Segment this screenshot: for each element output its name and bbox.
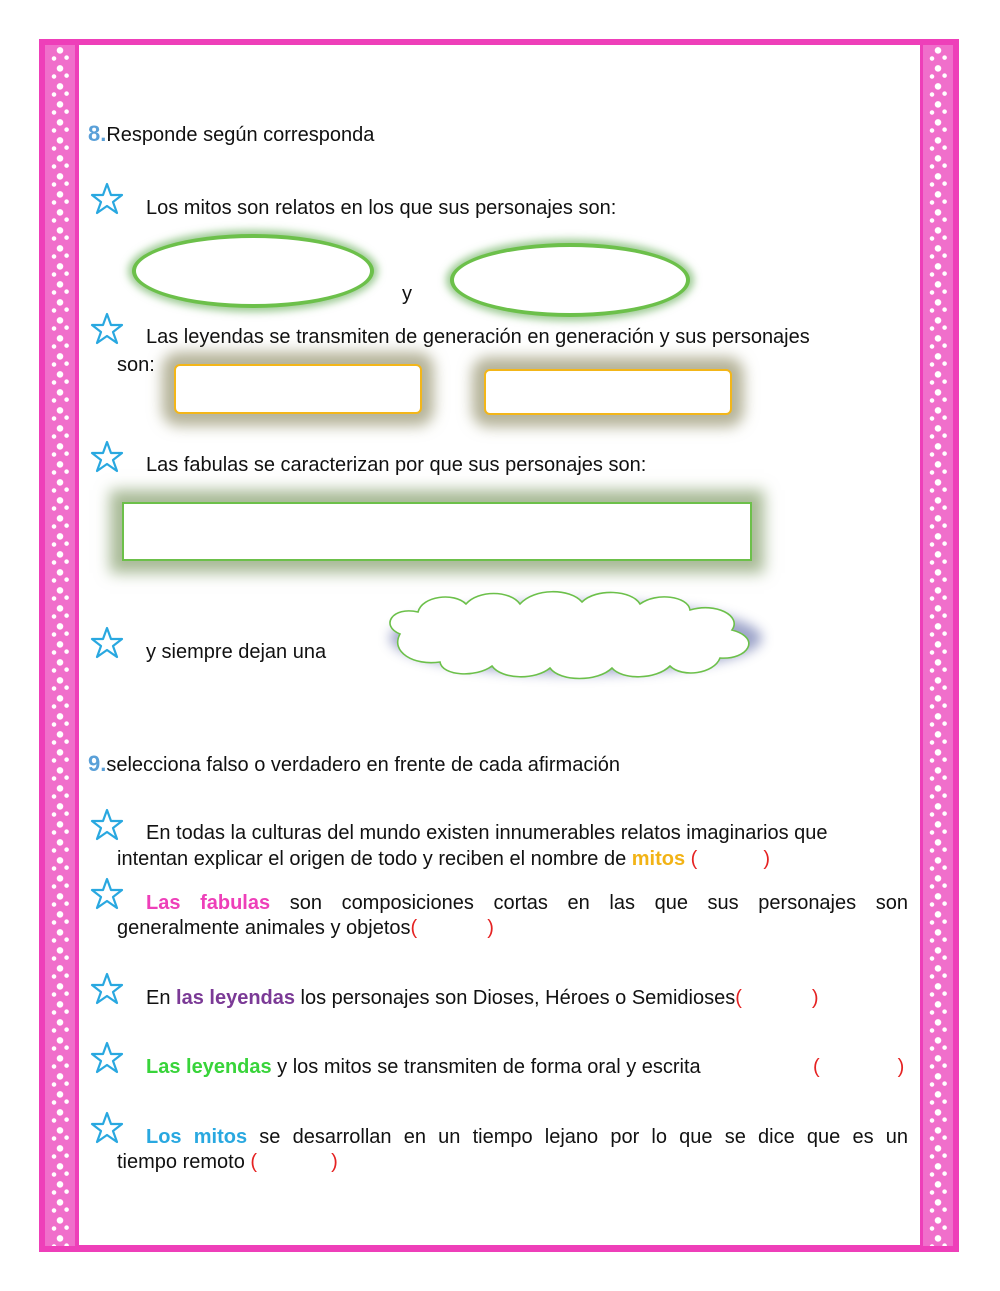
statement-5-line2: tiempo remoto ( ) — [117, 1151, 338, 1173]
statement-5-line1: Los mitos se desarrollan en un tiempo lejano por lo que se dice que es un — [146, 1126, 909, 1148]
highlight-las-leyendas: las leyendas — [176, 987, 295, 1009]
fabulas-answer-box[interactable] — [122, 502, 752, 561]
answer-paren-open[interactable]: ( — [813, 1056, 820, 1078]
statement-3: En las leyendas los personajes son Dioses, Héroes o Semidioses( ) — [146, 987, 819, 1009]
answer-paren-open[interactable]: ( — [410, 917, 418, 939]
statement-2-line1: Las fabulas son composiciones cortas en las que sus personajes son — [146, 892, 908, 914]
answer-paren-close[interactable]: ) — [897, 1056, 905, 1078]
answer-paren-open[interactable]: ( — [690, 848, 698, 870]
highlight-las-leyendas-green: Las leyendas — [146, 1056, 272, 1078]
answer-paren-close[interactable]: ) — [331, 1151, 338, 1173]
star-icon — [90, 626, 124, 660]
statement-1-line2: intentan explicar el origen de todo y reciben el nombre de mitos ( ) — [117, 848, 771, 870]
fabulas-prompt: Las fabulas se caracterizan por que sus personajes son: — [146, 454, 647, 476]
leyendas-prompt-line1: Las leyendas se transmiten de generación en generación y sus personajes — [146, 326, 810, 348]
answer-paren-close[interactable]: ) — [487, 917, 494, 939]
answer-paren-close[interactable]: ) — [811, 987, 819, 1009]
leyendas-prompt-line2: son: — [117, 354, 155, 376]
star-icon — [90, 1041, 124, 1075]
left-floral-border — [45, 45, 75, 1246]
star-icon — [90, 182, 124, 216]
highlight-las-fabulas: Las fabulas — [146, 892, 271, 914]
star-icon — [90, 1111, 124, 1145]
cloud-answer-shape[interactable] — [370, 580, 782, 696]
answer-paren-open[interactable]: ( — [250, 1151, 258, 1173]
star-icon — [90, 808, 124, 842]
star-icon — [90, 440, 124, 474]
statement-4: Las leyendas y los mitos se transmiten de forma oral y escrita — [146, 1056, 701, 1078]
connector-y: y — [402, 283, 412, 305]
leyendas-answer-box-1[interactable] — [174, 364, 422, 414]
section-8-number: 8. — [88, 121, 107, 146]
star-icon — [90, 972, 124, 1006]
section-9-number: 9. — [88, 751, 107, 776]
right-floral-border — [923, 45, 953, 1246]
section-9-heading — [88, 751, 620, 778]
moraleja-prompt: y siempre dejan una — [146, 641, 327, 663]
mitos-prompt: Los mitos son relatos en los que sus personajes son: — [146, 197, 617, 219]
mitos-answer-oval-1[interactable] — [132, 234, 374, 308]
answer-paren-open[interactable]: ( — [735, 987, 742, 1009]
highlight-los-mitos: Los mitos — [146, 1126, 248, 1148]
star-icon — [90, 877, 124, 911]
highlight-mitos: mitos — [631, 848, 686, 870]
section-8-heading — [88, 121, 374, 148]
mitos-answer-oval-2[interactable] — [450, 243, 690, 317]
section-8-title: Responde según corresponda — [106, 124, 375, 146]
section-9-title: selecciona falso o verdadero en frente de cada afirmación — [106, 754, 621, 776]
statement-4-answer — [813, 1054, 904, 1080]
statement-2-line2: generalmente animales y objetos( ) — [117, 917, 494, 939]
star-icon — [90, 312, 124, 346]
answer-paren-close[interactable]: ) — [763, 848, 771, 870]
leyendas-answer-box-2[interactable] — [484, 369, 732, 415]
statement-1-line1: En todas la culturas del mundo existen innumerables relatos imaginarios que — [146, 822, 828, 844]
